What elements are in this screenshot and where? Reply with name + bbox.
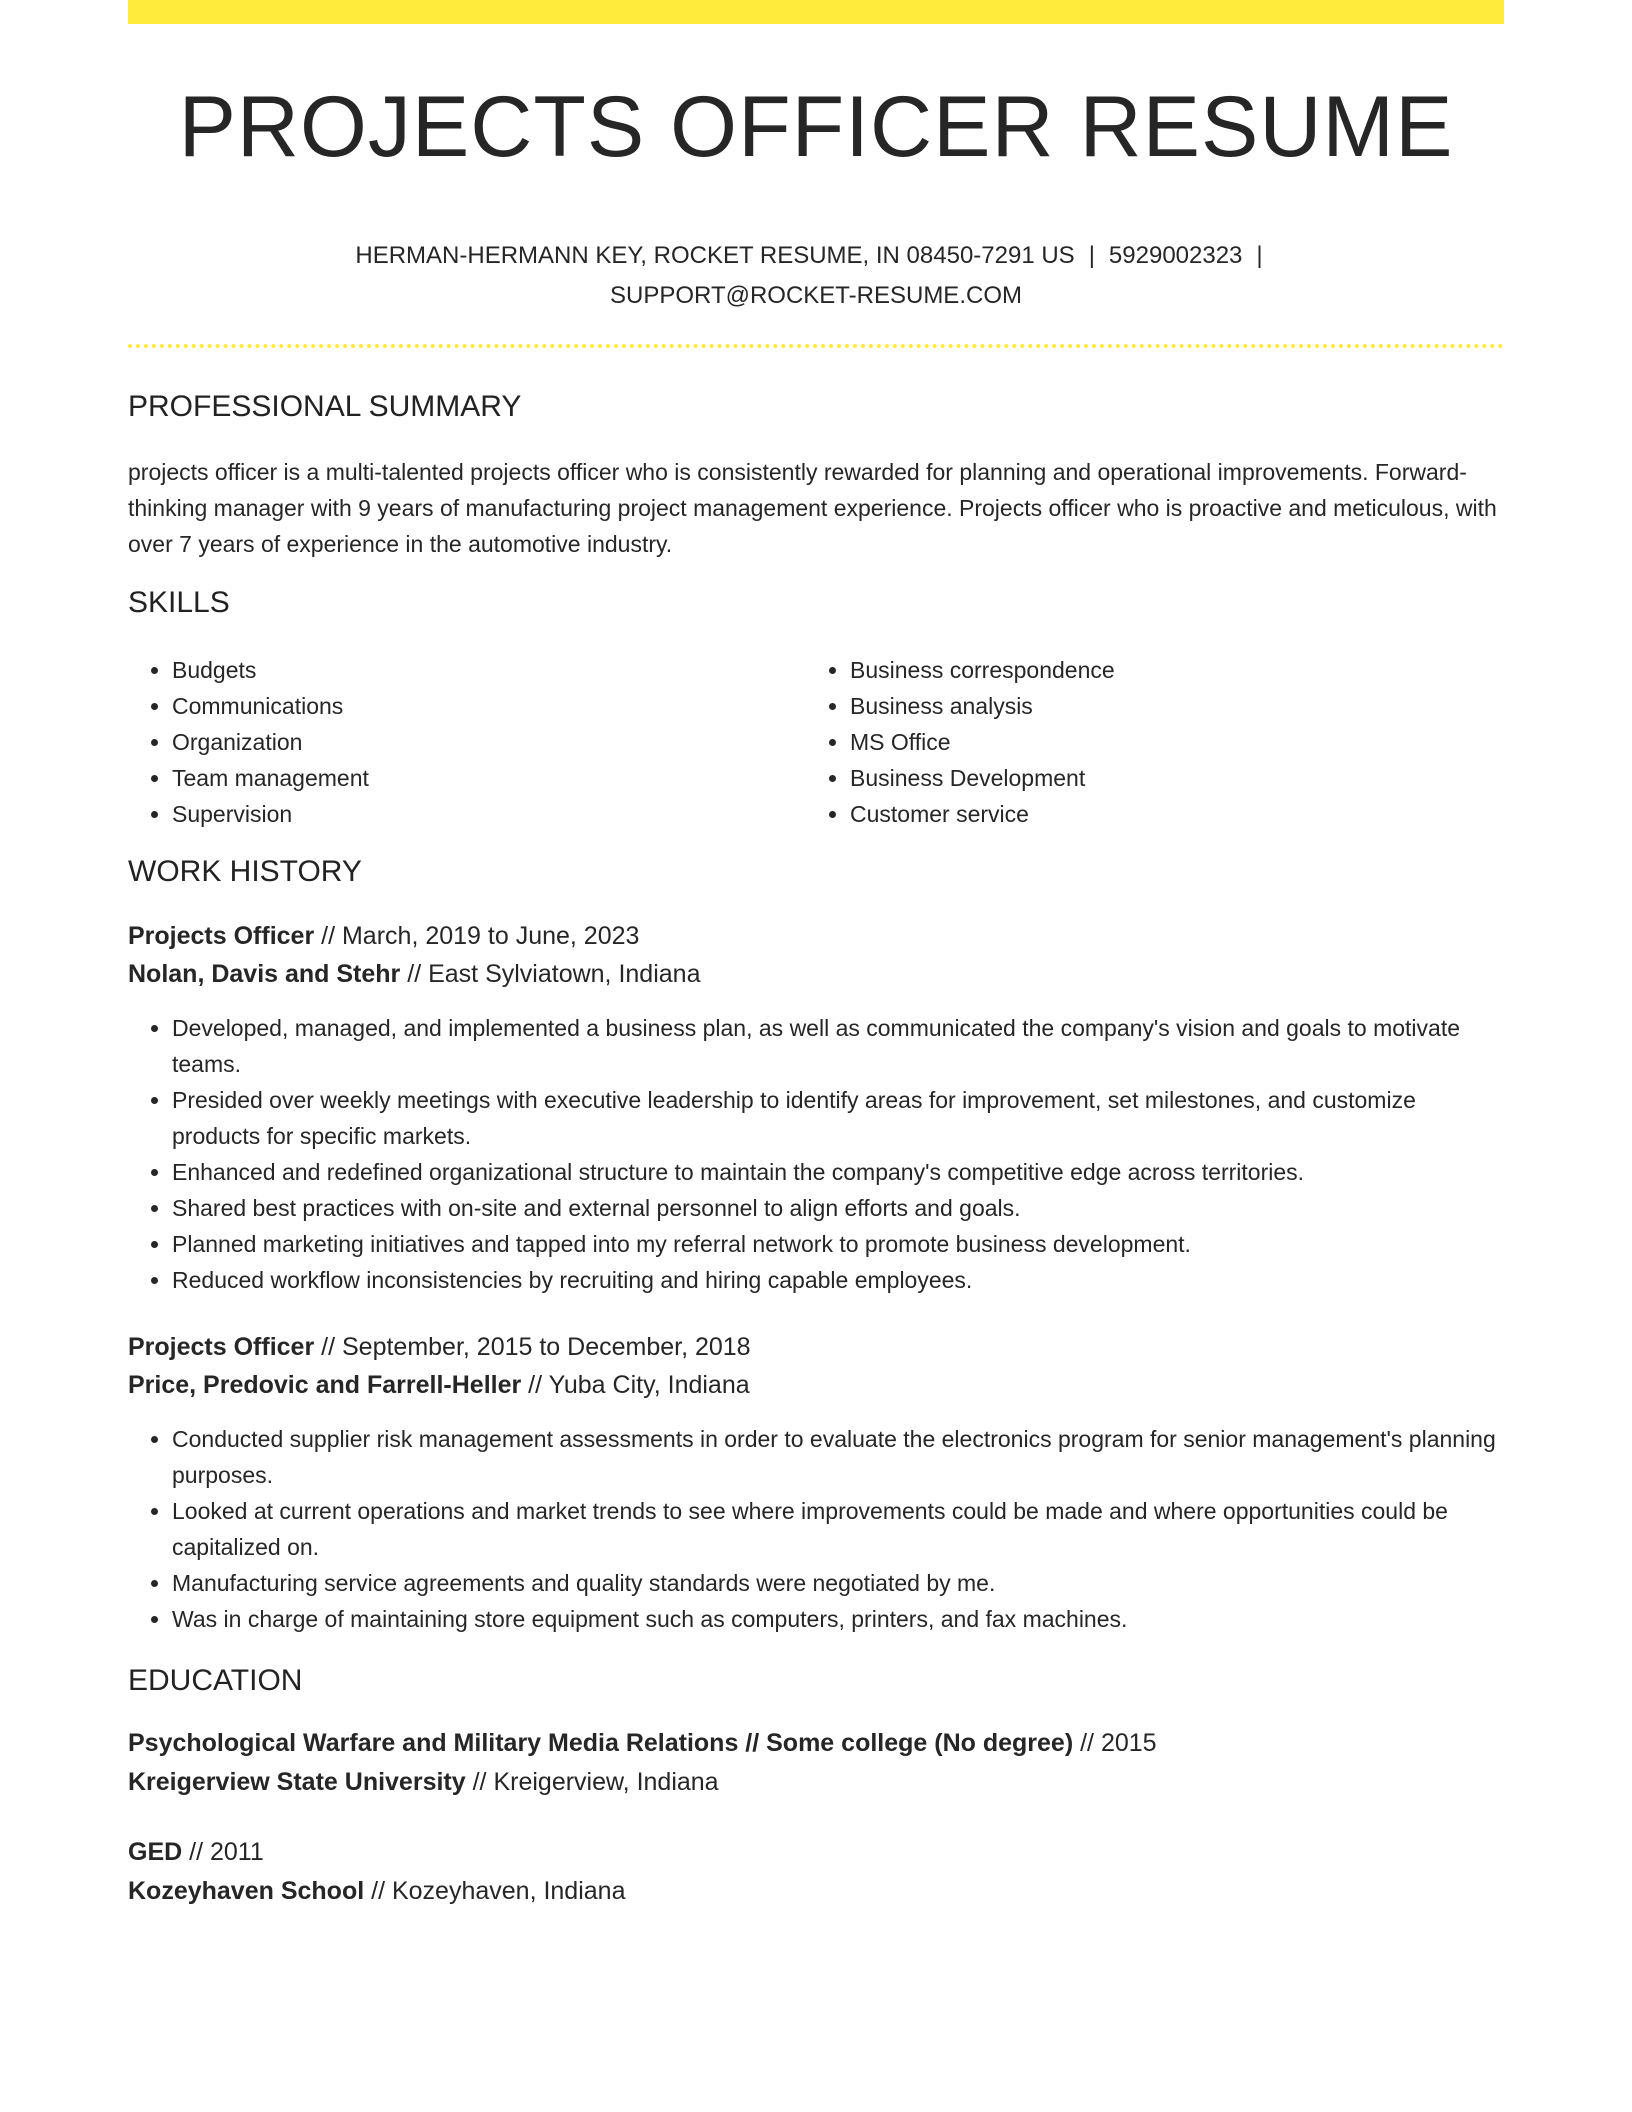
education-school: Kreigerview State University (128, 1768, 466, 1796)
job-title-line (128, 917, 639, 955)
skill-item: • MS Office (850, 724, 1484, 760)
page-title: PROJECTS OFFICER RESUME (178, 79, 1454, 175)
section-heading-work: WORK HISTORY (128, 855, 362, 888)
delimiter: // (314, 1333, 342, 1361)
job-bullets (128, 1010, 1504, 1298)
skills-list (128, 652, 1504, 832)
top-accent-bar (128, 0, 1504, 24)
section-heading-skills: SKILLS (128, 586, 230, 619)
education-school-line (128, 1763, 719, 1801)
section-heading-summary: PROFESSIONAL SUMMARY (128, 390, 522, 423)
skill-item: • Team management (172, 760, 806, 796)
job-title: Projects Officer (128, 1333, 315, 1361)
education-degree-line (128, 1833, 264, 1871)
contact-separator: | (1256, 242, 1263, 269)
contact-address: HERMAN-HERMANN KEY, ROCKET RESUME, IN 08450-7291 US (355, 242, 1075, 269)
skill-item: • Business correspondence (850, 652, 1484, 688)
job-bullet: • Reduced workflow inconsistencies by recruiting and hiring capable employees. (172, 1262, 1504, 1298)
education-school-line (128, 1872, 625, 1910)
job-location: Yuba City, Indiana (548, 1371, 750, 1399)
education-degree-line (128, 1724, 1157, 1762)
job-title: Projects Officer (128, 922, 315, 950)
skill-item: • Business Development (850, 760, 1484, 796)
skills-column-left (128, 652, 806, 832)
education-year: 2015 (1100, 1729, 1157, 1757)
education-degree: Psychological Warfare and Military Media Relations // Some college (No degree) (128, 1729, 1074, 1757)
delimiter: // (314, 922, 342, 950)
delimiter: // (182, 1838, 210, 1866)
education-school: Kozeyhaven School (128, 1877, 365, 1905)
skill-item: • Business analysis (850, 688, 1484, 724)
job-dates: September, 2015 to December, 2018 (341, 1333, 751, 1361)
skill-item: • Customer service (850, 796, 1484, 832)
contact-email[interactable]: SUPPORT@ROCKET-RESUME.COM (610, 282, 1022, 309)
job-bullet: • Looked at current operations and market trends to see where improvements could be made and where opportunities could be capitalized on. (172, 1493, 1504, 1565)
education-location: Kozeyhaven, Indiana (391, 1877, 626, 1905)
job-bullet: • Planned marketing initiatives and tapped into my referral network to promote business development. (172, 1226, 1504, 1262)
contact-line-2 (128, 276, 1504, 316)
job-bullet: • Was in charge of maintaining store equipment such as computers, printers, and fax machines. (172, 1601, 1504, 1637)
education-degree: GED (128, 1838, 183, 1866)
education-location: Kreigerview, Indiana (493, 1768, 719, 1796)
job-bullets (128, 1421, 1504, 1637)
contact-line-1 (128, 236, 1504, 276)
summary-paragraph: projects officer is a multi-talented projects officer who is consistently rewarded for planning and operational improvements. Forward-thinking manager with 9 years of manufacturing project management experience. Projects officer who is proactive and meticulous, with over 7 years of experience in the automotive industry. (128, 459, 1497, 557)
contact-phone[interactable]: 5929002323 (1108, 242, 1243, 269)
delimiter: // (465, 1768, 494, 1796)
skill-item: • Budgets (172, 652, 806, 688)
job-bullet: • Presided over weekly meetings with executive leadership to identify areas for improvement, set milestones, and customize products for specific markets. (172, 1082, 1504, 1154)
skill-item: • Communications (172, 688, 806, 724)
job-title-line (128, 1328, 751, 1366)
delimiter: // (400, 960, 429, 988)
job-bullet: • Enhanced and redefined organizational structure to maintain the company's competitive edge across territories. (172, 1154, 1504, 1190)
job-company-line (128, 1366, 750, 1404)
section-heading-education: EDUCATION (128, 1664, 303, 1697)
job-location: East Sylviatown, Indiana (428, 960, 701, 988)
delimiter: // (521, 1371, 549, 1399)
contact-info (128, 236, 1504, 316)
job-company-line (128, 955, 700, 993)
skills-column-right (806, 652, 1484, 832)
job-bullet: • Developed, managed, and implemented a business plan, as well as communicated the company's vision and goals to motivate teams. (172, 1010, 1504, 1082)
job-bullet: • Shared best practices with on-site and external personnel to align efforts and goals. (172, 1190, 1504, 1226)
delimiter: // (364, 1877, 392, 1905)
job-company: Nolan, Davis and Stehr (128, 960, 401, 988)
contact-separator: | (1088, 242, 1095, 269)
job-company: Price, Predovic and Farrell-Heller (128, 1371, 522, 1399)
job-bullet: • Manufacturing service agreements and quality standards were negotiated by me. (172, 1565, 1504, 1601)
job-dates: March, 2019 to June, 2023 (341, 922, 640, 950)
job-bullet: • Conducted supplier risk management assessments in order to evaluate the electronics program for senior management's planning purposes. (172, 1421, 1504, 1493)
dotted-divider (128, 344, 1504, 348)
education-year: 2011 (209, 1838, 264, 1866)
skill-item: • Supervision (172, 796, 806, 832)
skill-item: • Organization (172, 724, 806, 760)
delimiter: // (1073, 1729, 1101, 1757)
